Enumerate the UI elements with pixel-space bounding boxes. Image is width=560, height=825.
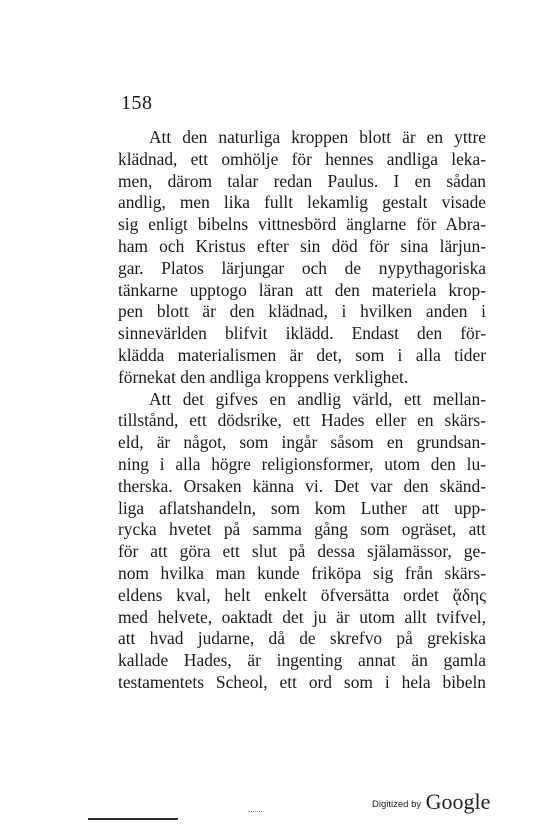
text-line: sig enligt bibelns vittnesbörd änglarne för Abra- [118, 214, 486, 235]
text-line: ning i alla högre religionsformer, utom den lu- [118, 453, 486, 474]
text-line: klädnad, ett omhölje för hennes andliga leka- [118, 148, 486, 169]
text-line: Att den naturliga kroppen blott är en yttre [149, 127, 486, 147]
digitized-by-watermark [372, 789, 490, 815]
bottom-rule [88, 818, 178, 820]
text-line: eld, är något, som ingår såsom en grundsan- [118, 432, 486, 453]
text-line: liga aflatshandeln, som kom Luther att upp- [118, 497, 486, 518]
text-line: pen blott är den klädnad, i hvilken anden i [118, 301, 486, 322]
body-text [118, 127, 486, 694]
digitized-prefix: Digitized by [372, 799, 422, 810]
text-line: gar. Platos lärjungar och de nypythagoriska [118, 257, 486, 278]
text-line: eldens kval, helt enkelt öfversätta ordet ᾅδης [118, 584, 486, 605]
text-line: ham och Kristus efter sin död för sina lärjun- [118, 235, 486, 256]
page-number: 158 [121, 92, 153, 114]
text-line: med helvete, oaktadt det ju är utom allt tvifvel, [118, 606, 486, 627]
text-line: therska. Orsaken känna vi. Det var den skänd- [118, 475, 486, 496]
scan-specks [248, 811, 262, 814]
text-line: men, därom talar redan Paulus. I en sådan [118, 170, 486, 191]
google-brand: Google [425, 789, 491, 814]
text-line: att hvad judarne, då de skrefvo på grekiska [118, 628, 486, 649]
text-line: tänkarne upptogo läran att den materiela krop- [118, 279, 486, 300]
text-line: tillstånd, ett dödsrike, ett Hades eller en skärs- [118, 410, 486, 431]
text-line: förnekat den andliga kroppens verklighet. [118, 366, 409, 387]
text-line: klädda materialismen är det, som i alla tider [118, 344, 486, 365]
text-line: andlig, men lika fullt lekamlig gestalt visade [118, 192, 486, 213]
text-line: kallade Hades, är ingenting annat än gamla [118, 650, 486, 671]
text-line: Att det gifves en andlig värld, ett mellan- [149, 388, 486, 409]
text-line: nom hvilka man kunde friköpa sig från skärs- [118, 562, 486, 583]
text-line: testamentets Scheol, ett ord som i hela bibeln [118, 671, 486, 692]
text-line: för att göra ett slut på dessa själamässor, ge- [118, 541, 486, 562]
text-line: rycka hvetet på samma gång som ogräset, att [118, 519, 486, 540]
text-line: sinnevärlden blifvit iklädd. Endast den för- [118, 323, 486, 344]
